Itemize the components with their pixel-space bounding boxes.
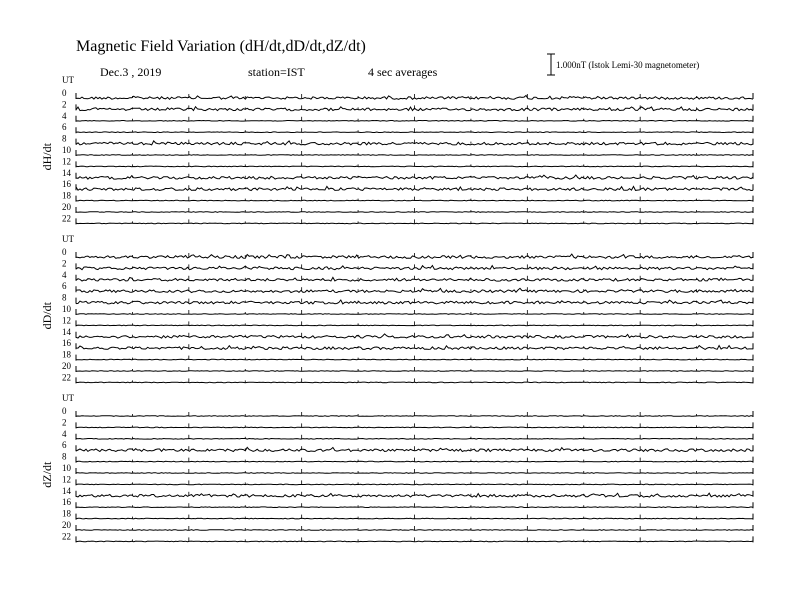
trace-line — [76, 530, 753, 531]
component-label: dZ/dt — [40, 461, 54, 488]
hour-label: 12 — [62, 474, 71, 485]
hour-label: 10 — [62, 463, 71, 473]
hour-label: 18 — [62, 349, 71, 360]
hour-label: 20 — [62, 202, 71, 212]
trace-line — [76, 473, 753, 474]
component-label: dH/dt — [40, 143, 54, 171]
trace-line — [76, 427, 753, 428]
hour-label: 14 — [62, 485, 71, 496]
hour-label: 16 — [62, 338, 71, 349]
scale-label: 1.000nT (Istok Lemi-30 magnetometer) — [556, 60, 700, 70]
hour-label: 2 — [62, 258, 67, 269]
hour-label: 14 — [62, 326, 71, 337]
trace-line — [76, 121, 753, 122]
hour-label: 0 — [62, 247, 67, 257]
hour-label: 18 — [62, 508, 71, 519]
trace-line — [76, 132, 753, 133]
trace-line — [76, 314, 753, 315]
trace-line — [76, 359, 753, 360]
trace-line — [76, 166, 753, 167]
hour-label: 12 — [62, 315, 71, 326]
date-label: Dec.3 , 2019 — [100, 65, 162, 79]
trace-line — [76, 461, 753, 462]
hour-label: 0 — [62, 88, 67, 98]
trace-line — [76, 371, 753, 372]
trace-line — [76, 325, 753, 326]
hour-label: 4 — [62, 269, 67, 280]
hour-label: 4 — [62, 428, 67, 439]
station-label: station=IST — [248, 65, 305, 79]
hour-label: 18 — [62, 190, 71, 201]
hour-label: 8 — [62, 292, 67, 303]
trace-line — [76, 484, 753, 485]
hour-label: 22 — [62, 531, 71, 542]
hour-label: 10 — [62, 304, 71, 314]
trace-line — [76, 382, 753, 383]
hour-label: 6 — [62, 440, 67, 451]
hour-label: 16 — [62, 497, 71, 508]
hour-label: 6 — [62, 281, 67, 292]
hour-label: 10 — [62, 145, 71, 155]
trace-line — [76, 212, 753, 213]
hour-label: 0 — [62, 406, 67, 416]
hour-label: 8 — [62, 451, 67, 462]
hour-label: 16 — [62, 179, 71, 190]
hour-label: 12 — [62, 156, 71, 167]
ut-label: UT — [62, 393, 74, 403]
hour-label: 22 — [62, 372, 71, 383]
averaging-label: 4 sec averages — [368, 65, 438, 79]
hour-label: 22 — [62, 213, 71, 224]
hour-label: 20 — [62, 520, 71, 530]
hour-label: 14 — [62, 167, 71, 178]
trace-line — [76, 439, 753, 440]
chart-title: Magnetic Field Variation (dH/dt,dD/dt,dZ/dt) — [76, 38, 366, 55]
ut-label: UT — [62, 234, 74, 244]
hour-label: 4 — [62, 110, 67, 121]
trace-line — [76, 416, 753, 417]
hour-label: 20 — [62, 361, 71, 371]
hour-label: 8 — [62, 133, 67, 144]
hour-label: 6 — [62, 122, 67, 133]
component-label: dD/dt — [40, 302, 54, 330]
ut-label: UT — [62, 75, 74, 85]
hour-label: 2 — [62, 99, 67, 110]
hour-label: 2 — [62, 417, 67, 428]
trace-line — [76, 518, 753, 519]
trace-line — [76, 200, 753, 201]
trace-line — [76, 507, 753, 508]
